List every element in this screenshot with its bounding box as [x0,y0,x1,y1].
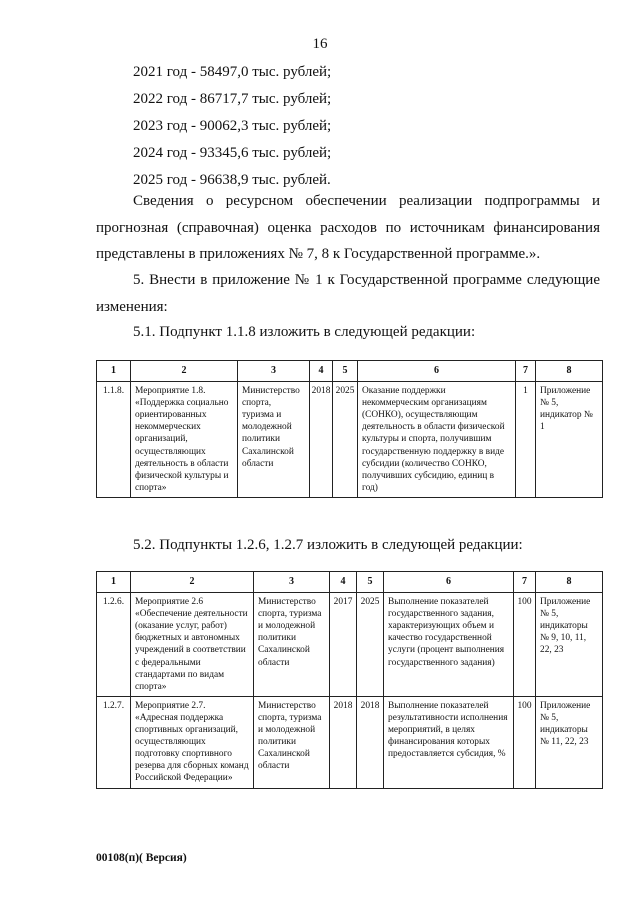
indicator-reference: Приложение № 5, индикатор № 1 [536,382,603,498]
responsible-body: Министерство спорта, туризма и молодежной политики Сахалинской области [254,593,330,697]
year-line: 2022 год - 86717,7 тыс. рублей; [133,91,332,107]
table-subitem-1-1-8 [96,360,603,498]
end-year: 2018 [357,696,384,788]
measure-name: Мероприятие 1.8. «Поддержка социально ориентированных некоммерческих организаций, осуществляющих деятельность в области физической культуры и спорта» [131,382,238,498]
start-year: 2018 [330,696,357,788]
row-number: 1.2.6. [97,593,131,697]
table-row [97,382,603,498]
target-value: 100 [514,696,536,788]
header-cell: 1 [97,361,131,382]
table-row [97,593,603,697]
header-cell: 3 [254,572,330,593]
header-cell: 6 [384,572,514,593]
header-cell: 8 [536,361,603,382]
header-cell: 5 [333,361,358,382]
end-year: 2025 [357,593,384,697]
target-value: 100 [514,593,536,697]
header-cell: 7 [514,572,536,593]
header-cell: 5 [357,572,384,593]
table-subitems-1-2-6-1-2-7 [96,571,603,789]
table-header-row [97,361,603,382]
responsible-body: Министерство спорта, туризма и молодежной политики Сахалинской области [254,696,330,788]
row-number: 1.1.8. [97,382,131,498]
header-cell: 4 [310,361,333,382]
target-value: 1 [516,382,536,498]
header-cell: 7 [516,361,536,382]
year-line: 2023 год - 90062,3 тыс. рублей; [133,118,332,134]
start-year: 2018 [310,382,333,498]
funding-year-lines [133,60,331,195]
expected-result: Выполнение показателей государственного задания, характеризующих объем и качество государственной услуги (процент выполнения государственного задания) [384,593,514,697]
header-cell: 2 [131,361,238,382]
header-cell: 4 [330,572,357,593]
year-line: 2025 год - 96638,9 тыс. рублей. [133,172,331,188]
responsible-body: Министерство спорта, туризма и молодежной политики Сахалинской области [238,382,310,498]
page-number: 16 [312,36,328,52]
measure-name: Мероприятие 2.6 «Обеспечение деятельности (оказание услуг, работ) бюджетных и автономных учреждений в соответствии с федеральными стандартами по видам спорта» [131,593,254,697]
year-line: 2024 год - 93345,6 тыс. рублей; [133,145,332,161]
header-cell: 1 [97,572,131,593]
table-header-row [97,572,603,593]
indicator-reference: Приложение № 5, индикаторы № 9, 10, 11, 22, 23 [536,593,603,697]
resources-paragraph: Сведения о ресурсном обеспечении реализации подпрограммы и прогнозная (справочная) оценка расходов по источникам финансирования представлены в приложениях № 7, 8 к Государственной программе.». [96,193,600,262]
document-version-footer: 00108(п)( Версия) [96,852,187,864]
expected-result: Выполнение показателей результативности исполнения мероприятий, в целях финансирования которых предоставляется субсидия, % [384,696,514,788]
start-year: 2017 [330,593,357,697]
measure-name: Мероприятие 2.7. «Адресная поддержка спортивных организаций, осуществляющих подготовку спортивного резерва для сборных команд Российской Федерации» [131,696,254,788]
expected-result: Оказание поддержки некоммерческим организациям (СОНКО), осуществляющим деятельность в области физической культуры и спорта, получившим государственную поддержку в виде субсидии (количество СОНКО, получивших субсидию, единиц в год) [358,382,516,498]
header-cell: 6 [358,361,516,382]
heading-5-1: 5.1. Подпункт 1.1.8 изложить в следующей редакции: [133,324,476,340]
header-cell: 2 [131,572,254,593]
heading-5-2: 5.2. Подпункты 1.2.6, 1.2.7 изложить в следующей редакции: [133,537,523,553]
end-year: 2025 [333,382,358,498]
amendment-paragraph-5: 5. Внести в приложение № 1 к Государственной программе следующие изменения: [96,272,600,315]
header-cell: 8 [536,572,603,593]
indicator-reference: Приложение № 5, индикаторы № 11, 22, 23 [536,696,603,788]
header-cell: 3 [238,361,310,382]
year-line: 2021 год - 58497,0 тыс. рублей; [133,64,332,80]
row-number: 1.2.7. [97,696,131,788]
table-row [97,696,603,788]
